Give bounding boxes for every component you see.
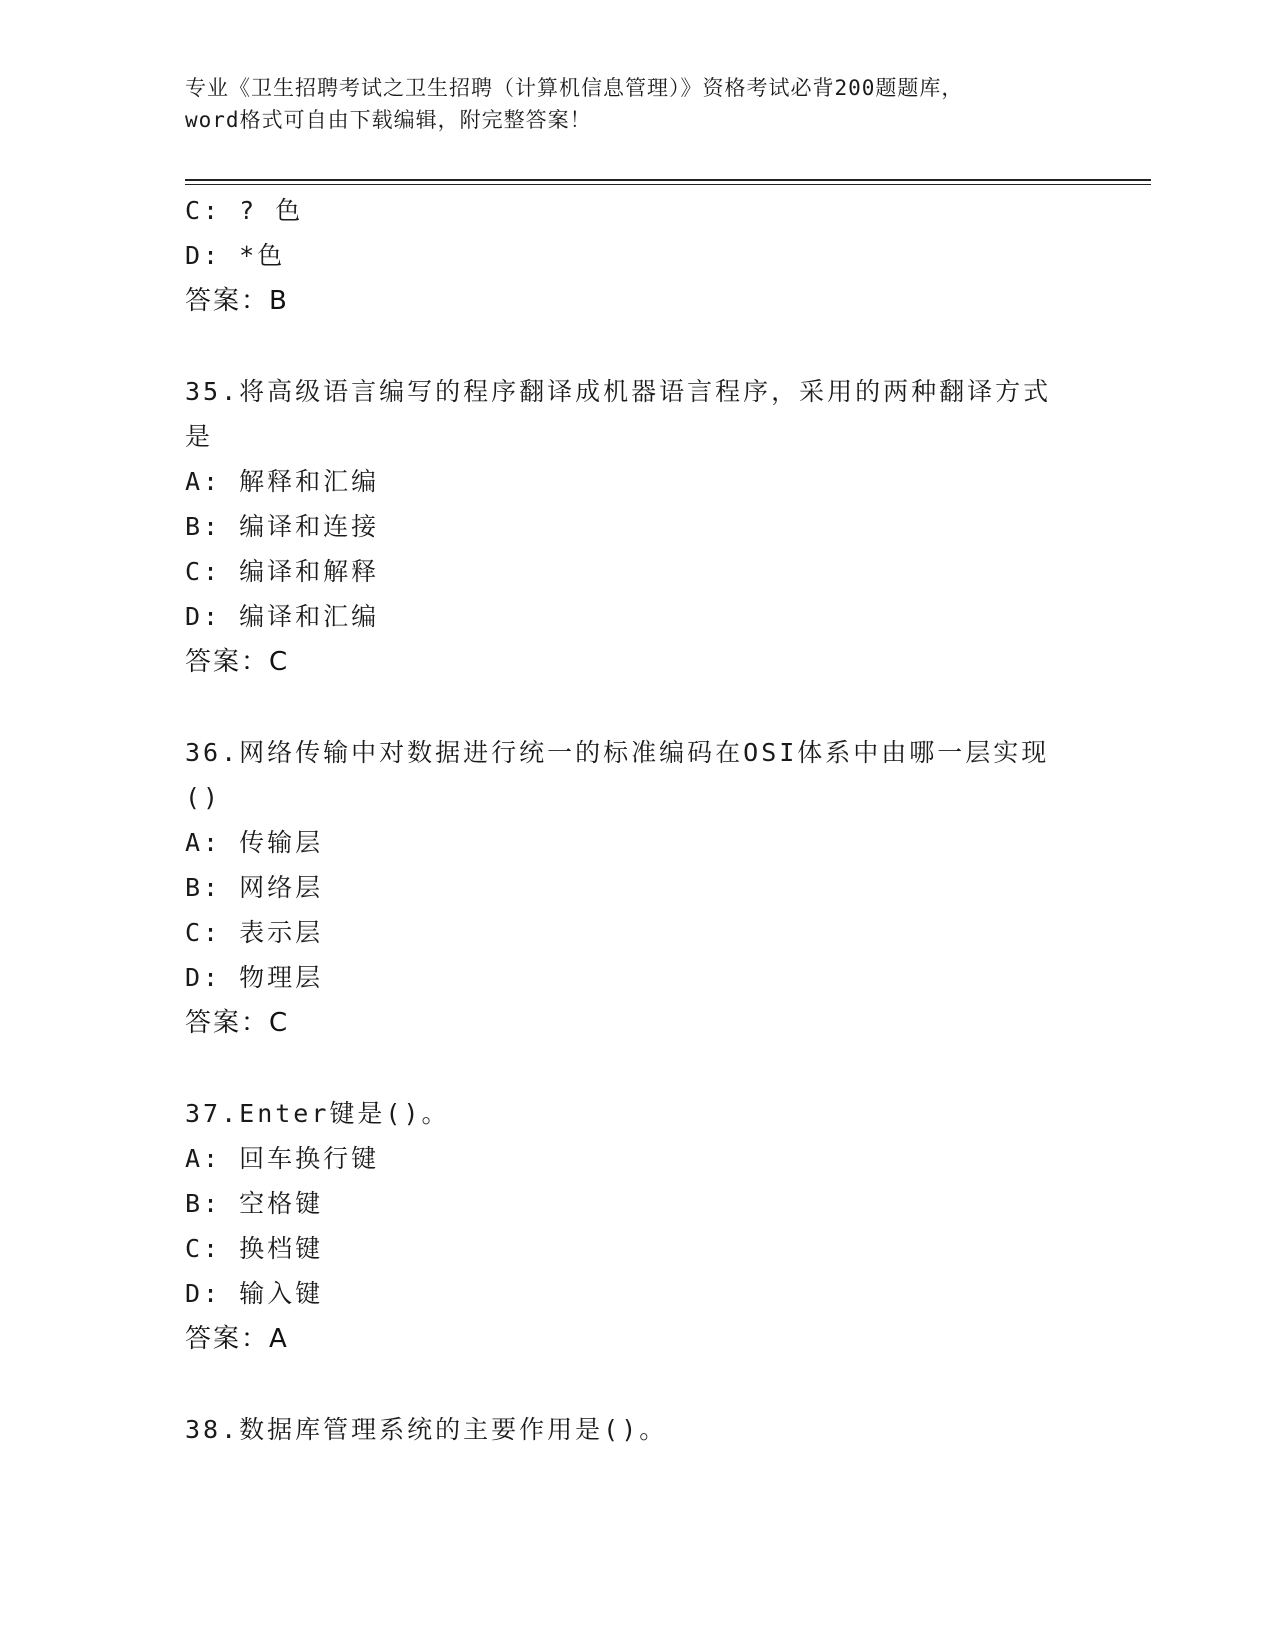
q35-option-c: C: 编译和解释 — [185, 557, 380, 586]
q35-option-a: A: 解释和汇编 — [185, 467, 380, 496]
q36-stem-line-2: () — [185, 783, 222, 812]
q37-answer: 答案：A — [185, 1324, 289, 1354]
spacer — [185, 1362, 1085, 1407]
q35-answer: 答案：C — [185, 647, 290, 677]
q34-answer: 答案：B — [185, 286, 289, 316]
q38-stem: 38.数据库管理系统的主要作用是()。 — [185, 1415, 668, 1444]
question-36 — [185, 730, 1085, 1046]
header-title-line-2: word格式可自由下载编辑，附完整答案！ — [185, 108, 592, 132]
q37-option-d: D: 输入键 — [185, 1279, 324, 1308]
question-34-tail — [185, 188, 1085, 324]
q36-answer: 答案：C — [185, 1008, 290, 1038]
q35-option-b: B: 编译和连接 — [185, 512, 380, 541]
q37-option-c: C: 换档键 — [185, 1234, 324, 1263]
header-divider-thin — [185, 184, 1151, 185]
q34-option-d: D: *色 — [185, 241, 286, 270]
q35-stem-line-1: 35.将高级语言编写的程序翻译成机器语言程序，采用的两种翻译方式 — [185, 377, 1052, 406]
q37-option-b: B: 空格键 — [185, 1189, 324, 1218]
q36-option-b: B: 网络层 — [185, 873, 324, 902]
q37-option-a: A: 回车换行键 — [185, 1144, 380, 1173]
q36-stem-line-1: 36.网络传输中对数据进行统一的标准编码在OSI体系中由哪一层实现 — [185, 738, 1050, 767]
q36-option-d: D: 物理层 — [185, 963, 324, 992]
q36-option-a: A: 传输层 — [185, 828, 324, 857]
spacer — [185, 324, 1085, 369]
spacer — [185, 1046, 1085, 1091]
q35-option-d: D: 编译和汇编 — [185, 602, 380, 631]
question-list — [185, 188, 1085, 1452]
question-35 — [185, 369, 1085, 685]
q35-stem-line-2: 是 — [185, 422, 214, 451]
spacer — [185, 685, 1085, 730]
q37-stem: 37.Enter键是()。 — [185, 1099, 450, 1128]
q36-option-c: C: 表示层 — [185, 918, 324, 947]
question-37 — [185, 1091, 1085, 1362]
document-header — [185, 72, 1085, 136]
header-title-line-1: 专业《卫生招聘考试之卫生招聘（计算机信息管理）》资格考试必背200题题库， — [185, 76, 964, 100]
question-38 — [185, 1407, 1085, 1452]
q34-option-c: C: ? 色 — [185, 196, 304, 225]
header-divider-thick — [185, 179, 1151, 181]
